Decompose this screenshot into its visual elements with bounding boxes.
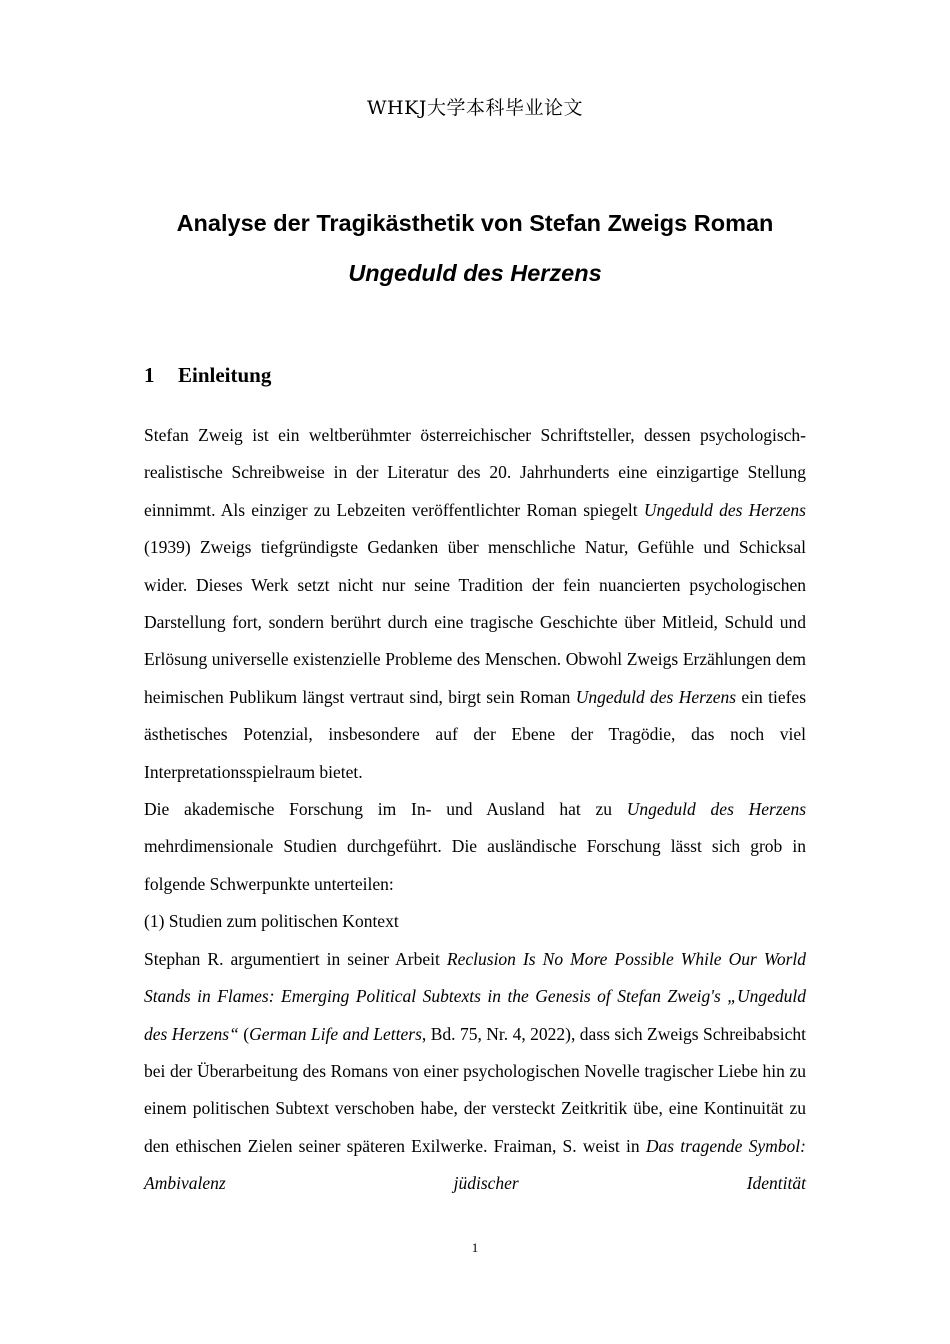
section-heading (144, 363, 271, 388)
italic-title: German Life and Letters (249, 1023, 422, 1044)
paragraph (144, 903, 806, 940)
text-run: Stephan R. argumentiert in seiner Arbeit (144, 948, 447, 969)
section-number: 1 (144, 363, 155, 387)
text-run: , Bd. 75, Nr. 4, 2022), dass sich Zweigs Schreibabsicht bei der Überarbeitung des Romans von einer psychologischen Novelle tragischer Liebe hin zu einem politischen Subtext verschoben habe, der versteckt Zeitkritik übe, eine Kontinuität zu den ethischen Zielen seiner späteren Exilwerke. Fraiman, S. weist in (144, 1023, 806, 1156)
document-subtitle: Ungeduld des Herzens (348, 260, 602, 286)
page-number: 1 (471, 1240, 479, 1255)
italic-title: Ungeduld des Herzens (575, 686, 737, 707)
document-title: Analyse der Tragikästhetik von Stefan Zweigs Roman (176, 210, 774, 236)
paragraph (144, 791, 806, 903)
paragraph (144, 941, 806, 1203)
text-run: (1939) Zweigs tiefgründigste Gedanken über menschliche Natur, Gefühle und Schicksal wider. Dieses Werk setzt nicht nur seine Tradition der fein nuancierten psychologischen Darstellung fort, sondern berührt durch eine tragische Geschichte über Mitleid, Schuld und Erlösung universelle existenzielle Probleme des Menschen. Obwohl Zweigs Erzählungen dem heimischen Publikum längst vertraut sind, birgt sein Roman (144, 537, 806, 707)
body-text (144, 417, 806, 1203)
italic-title: Ungeduld des Herzens (643, 499, 806, 520)
text-run: ( (238, 1023, 250, 1044)
text-run: (1) Studien zum politischen Kontext (144, 911, 399, 932)
italic-title: Ungeduld des Herzens (626, 799, 807, 820)
paragraph (144, 417, 806, 791)
italic-title: Das tragende Symbol: Ambivalenz jüdischer Identität (144, 1135, 806, 1194)
text-run: mehrdimensionale Studien durchgeführt. Die ausländische Forschung lässt sich grob in folgende Schwerpunkte unterteilen: (144, 836, 806, 894)
section-title: Einleitung (178, 363, 272, 387)
page-header: WHKJ大学本科毕业论文 (367, 97, 583, 119)
text-run: Stefan Zweig ist ein weltberühmter österreichischer Schriftsteller, dessen psychologisch-realistische Schreibweise in der Literatur des 20. Jahrhunderts eine einzigartige Stellung einnimmt. Als einziger zu Lebzeiten veröffentlichter Roman spiegelt (144, 425, 806, 520)
text-run: Die akademische Forschung im In- und Ausland hat zu (144, 799, 627, 820)
italic-title: Reclusion Is No More Possible While Our World Stands in Flames: Emerging Political Subtexts in the Genesis of Stefan Zweig's „Ungeduld des Herzens“ (144, 948, 807, 1044)
text-run: ein tiefes ästhetisches Potenzial, insbesondere auf der Ebene der Tragödie, das noch viel Interpretationsspielraum bietet. (144, 686, 807, 782)
